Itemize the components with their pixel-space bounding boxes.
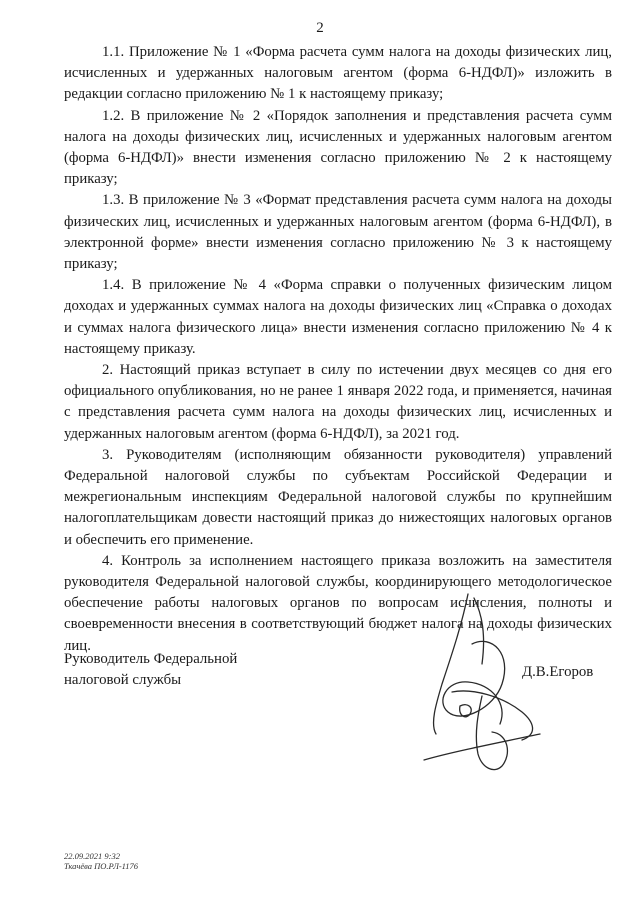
document-body bbox=[64, 42, 612, 657]
paragraph-1-3: 1.3. В приложение № 3 «Формат представления расчета сумм налога на доходы физических лиц, исчисленных и удержанных налоговым агентом (форма 6-НДФЛ), в электронной форме» внести изменения согласно приложению № 3 к настоящему приказу; bbox=[64, 192, 612, 273]
footer-code: Ткачёва ПО.РЛ-1176 bbox=[64, 861, 139, 871]
paragraph-3: 3. Руководителям (исполняющим обязанности руководителя) управлений Федеральной налоговой службы по субъектам Российской Федерации и межрегиональным инспекциям Федеральной налоговой службы по крупнейшим налогоплательщикам довести настоящий приказ до нижестоящих налоговых органов и обеспечить его применение. bbox=[64, 446, 612, 548]
footer-stamp bbox=[64, 851, 138, 871]
paragraph-2: 2. Настоящий приказ вступает в силу по истечении двух месяцев со дня его официального опубликования, но не ранее 1 января 2022 года, и применяется, начиная с представления расчета сумм налога на доходы физических лиц, исчисленных и удержанных налоговым агентом (форма 6-НДФЛ), за 2021 год. bbox=[64, 362, 612, 442]
paragraph-4: 4. Контроль за исполнением настоящего приказа возложить на заместителя руководителя Федеральной налоговой службы, координирующего методологическое обеспечение работы налоговых органов по вопросам исчисления, полноты и своевременности внесения в соответствующий бюджет налога на доходы физических лиц. bbox=[64, 552, 612, 654]
footer-timestamp: 22.09.2021 9:32 bbox=[64, 851, 120, 861]
paragraph-1-1: 1.1. Приложение № 1 «Форма расчета сумм налога на доходы физических лиц, исчисленных и удержанных налоговым агентом (форма 6-НДФЛ)» изложить в редакции согласно приложению № 1 к настоящему приказу; bbox=[64, 44, 612, 103]
paragraph-1-2: 1.2. В приложение № 2 «Порядок заполнения и представления расчета сумм налога на доходы физических лиц, исчисленных и удержанных налоговым агентом (форма 6-НДФЛ)» внести изменения согласно приложению № 2 к настоящему приказу; bbox=[64, 107, 612, 188]
handwritten-signature bbox=[412, 584, 552, 780]
page-number: 2 bbox=[316, 20, 324, 36]
signer-name: Д.В.Егоров bbox=[522, 664, 594, 680]
paragraph-1-4: 1.4. В приложение № 4 «Форма справки о полученных физическим лицом доходах и удержанных суммах налога на доходы физических лиц «Справка о доходах и суммах налога физического лица» внести изменения согласно приложению № 4 к настоящему приказу. bbox=[64, 277, 612, 357]
signer-title: Руководитель Федеральной налоговой службы bbox=[64, 651, 238, 688]
